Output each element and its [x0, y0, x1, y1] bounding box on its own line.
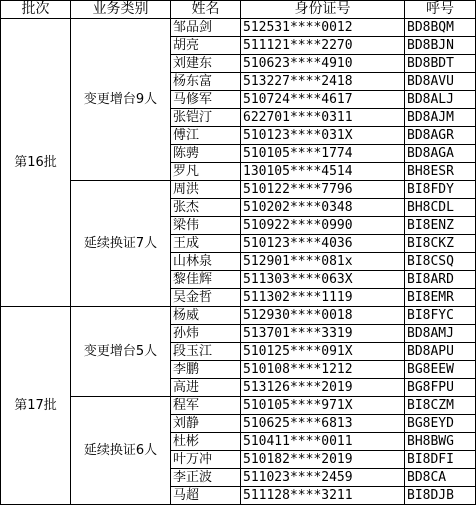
callsign-cell: BD8AMJ — [405, 325, 476, 343]
name-cell: 山林泉 — [171, 253, 241, 271]
business-type-cell: 变更增台9人 — [71, 19, 171, 181]
callsign-cell: BD8AVU — [405, 73, 476, 91]
table-row — [1, 307, 476, 325]
name-cell: 王成 — [171, 235, 241, 253]
callsign-cell: BI8CSQ — [405, 253, 476, 271]
table-body — [1, 19, 476, 505]
id-number-cell: 510623****4910 — [241, 55, 405, 73]
callsign-cell: BI8DFI — [405, 451, 476, 469]
callsign-cell: BD8AJM — [405, 109, 476, 127]
name-cell: 叶万冲 — [171, 451, 241, 469]
id-number-cell: 511303****063X — [241, 271, 405, 289]
id-number-cell: 510105****971X — [241, 397, 405, 415]
callsign-cell: BG8FPU — [405, 379, 476, 397]
id-number-cell: 512930****0018 — [241, 307, 405, 325]
batch-cell: 第17批 — [1, 307, 71, 505]
id-number-cell: 511023****2459 — [241, 469, 405, 487]
callsign-cell: BI8FDY — [405, 181, 476, 199]
id-number-cell: 510411****0011 — [241, 433, 405, 451]
callsign-cell: BD8AGR — [405, 127, 476, 145]
callsign-cell: BH8BWG — [405, 433, 476, 451]
id-number-cell: 510724****4617 — [241, 91, 405, 109]
table-row — [1, 19, 476, 37]
name-cell: 李鹏 — [171, 361, 241, 379]
callsign-cell: BD8APU — [405, 343, 476, 361]
business-type-cell: 延续换证6人 — [71, 397, 171, 505]
name-cell: 吴金哲 — [171, 289, 241, 307]
name-cell: 傅江 — [171, 127, 241, 145]
name-cell: 杨东富 — [171, 73, 241, 91]
callsign-cell: BD8BDT — [405, 55, 476, 73]
callsign-cell: BD8BQM — [405, 19, 476, 37]
name-cell: 程军 — [171, 397, 241, 415]
header-business-type: 业务类别 — [71, 1, 171, 19]
name-cell: 马修军 — [171, 91, 241, 109]
name-cell: 高进 — [171, 379, 241, 397]
id-number-cell: 510202****0348 — [241, 199, 405, 217]
callsign-cell: BI8DJB — [405, 487, 476, 505]
id-number-cell: 510625****6813 — [241, 415, 405, 433]
callsign-cell: BI8ENZ — [405, 217, 476, 235]
name-cell: 段玉江 — [171, 343, 241, 361]
callsign-cell: BD8BJN — [405, 37, 476, 55]
callsign-cell: BI8CKZ — [405, 235, 476, 253]
name-cell: 胡亮 — [171, 37, 241, 55]
callsign-cell: BD8AGA — [405, 145, 476, 163]
table-row — [1, 397, 476, 415]
name-cell: 杨威 — [171, 307, 241, 325]
callsign-cell: BI8ARD — [405, 271, 476, 289]
name-cell: 李正波 — [171, 469, 241, 487]
name-cell: 马超 — [171, 487, 241, 505]
business-type-cell: 变更增台5人 — [71, 307, 171, 397]
callsign-cell: BH8ESR — [405, 163, 476, 181]
id-number-cell: 510122****7796 — [241, 181, 405, 199]
id-number-cell: 513227****2418 — [241, 73, 405, 91]
batch-cell: 第16批 — [1, 19, 71, 307]
business-type-cell: 延续换证7人 — [71, 181, 171, 307]
id-number-cell: 130105****4514 — [241, 163, 405, 181]
id-number-cell: 512901****081x — [241, 253, 405, 271]
header-id-number: 身份证号 — [241, 1, 405, 19]
id-number-cell: 512531****0012 — [241, 19, 405, 37]
callsign-cell: BI8FYC — [405, 307, 476, 325]
id-number-cell: 622701****0311 — [241, 109, 405, 127]
id-number-cell: 510123****031X — [241, 127, 405, 145]
name-cell: 孙炜 — [171, 325, 241, 343]
name-cell: 梁伟 — [171, 217, 241, 235]
name-cell: 张杰 — [171, 199, 241, 217]
id-number-cell: 510105****1774 — [241, 145, 405, 163]
name-cell: 邹品剑 — [171, 19, 241, 37]
callsign-cell: BG8EEW — [405, 361, 476, 379]
header-name: 姓名 — [171, 1, 241, 19]
name-cell: 黎佳辉 — [171, 271, 241, 289]
name-cell: 刘建东 — [171, 55, 241, 73]
id-number-cell: 513701****3319 — [241, 325, 405, 343]
id-number-cell: 511128****3211 — [241, 487, 405, 505]
header-batch: 批次 — [1, 1, 71, 19]
id-number-cell: 513126****2019 — [241, 379, 405, 397]
id-number-cell: 511121****2270 — [241, 37, 405, 55]
name-cell: 张铠汀 — [171, 109, 241, 127]
name-cell: 周洪 — [171, 181, 241, 199]
name-cell: 罗凡 — [171, 163, 241, 181]
callsign-cell: BG8EYD — [405, 415, 476, 433]
callsign-cell: BI8CZM — [405, 397, 476, 415]
id-number-cell: 510123****4036 — [241, 235, 405, 253]
name-cell: 刘静 — [171, 415, 241, 433]
header-row — [1, 1, 476, 19]
header-callsign: 呼号 — [405, 1, 476, 19]
table-header — [1, 1, 476, 19]
table-row — [1, 181, 476, 199]
callsign-cell: BD8ALJ — [405, 91, 476, 109]
id-number-cell: 510125****091X — [241, 343, 405, 361]
id-number-cell: 510108****1212 — [241, 361, 405, 379]
callsign-cell: BH8CDL — [405, 199, 476, 217]
name-cell: 杜彬 — [171, 433, 241, 451]
id-number-cell: 510182****2019 — [241, 451, 405, 469]
id-number-cell: 510922****0990 — [241, 217, 405, 235]
id-number-cell: 511302****1119 — [241, 289, 405, 307]
callsign-cell: BD8CA — [405, 469, 476, 487]
name-cell: 陈骋 — [171, 145, 241, 163]
callsign-cell: BI8EMR — [405, 289, 476, 307]
